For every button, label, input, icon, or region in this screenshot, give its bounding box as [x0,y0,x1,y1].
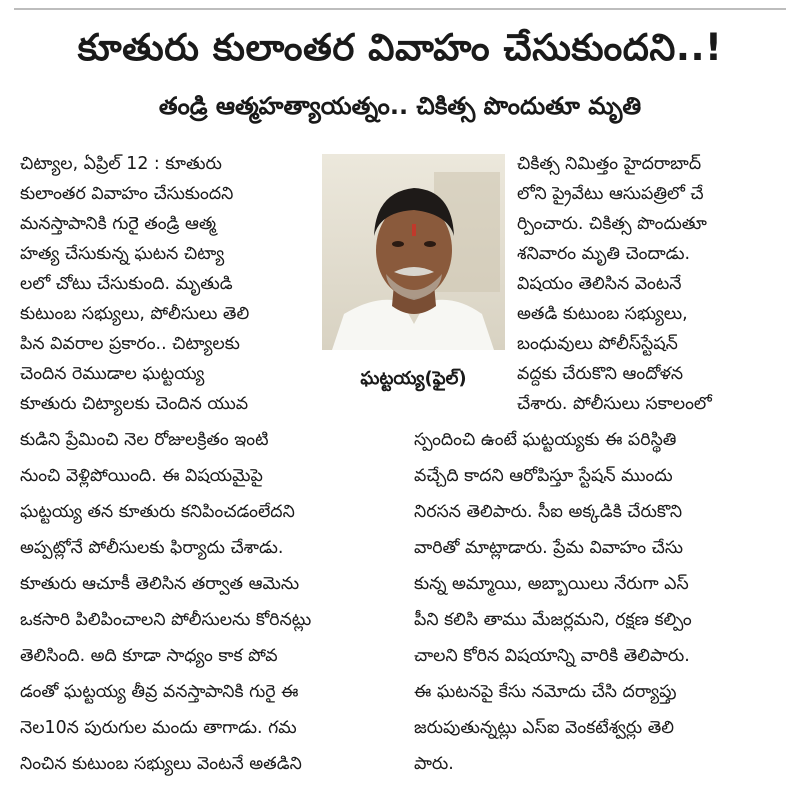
photo-caption: ఘట్టయ్య(ఫైల్) [322,350,505,408]
subheadline: తండ్రి ఆత్మహత్యాయత్నం.. చికిత్స పొందుతూ మృతి [158,92,642,120]
article-line: చేశారు. పోలీసులు సకాలంలో [517,394,712,414]
article-line: మనస్తాపానికి గురైె తండ్రి ఆత్మ [20,214,216,234]
article-line: అప్పట్లోనే పోలీసులకు ఫిర్యాదు చేశాడు. [20,538,284,558]
article-line: చిట్యాల, ఏప్రిల్ 12 : కూతురు [20,154,222,174]
article-line: పీని కలిసి తాము మేజర్లమని, రక్షణ కల్పిం [414,610,692,630]
article-line: ఒకసారి పిలిపించాలని పోలీసులను కోరినట్లు [20,610,312,630]
article-line: వారితో మాట్లాడారు. ప్రేమ వివాహం చేసు [414,538,684,558]
headline: కూతురు కులాంతర వివాహం చేసుకుందని..! [77,26,723,69]
article-line: నెల10న పురుగుల మందు తాగాడు. గమ [20,718,297,738]
article-line: జరుపుతున్నట్లు ఎస్ఐ వెంకటేశ్వర్లు తెలి [414,718,674,738]
article-line: నించిన కుటుంబ సభ్యులు వెంటనే అతడిని [20,754,302,774]
article-line: ర్పించారు. చికిత్స పొందుతూ [517,214,707,234]
article-line: డంతో ఘట్టయ్య తీవ్ర వనస్తాపానికి గురై ఈ [20,682,299,702]
article-line: కుడిని ప్రేమించి నెల రోజులక్రితం ఇంటి [20,430,269,450]
article-line: నుంచి వెళ్లిపోయింది. ఈ విషయమైపై [20,466,263,486]
article-line: కున్న అమ్మాయి, అబ్బాయిలు నేరుగా ఎస్ [414,574,689,594]
article-line: ఘట్టయ్య తన కూతురు కనిపించడంలేదని [20,502,295,522]
article-line: పిన వివరాల ప్రకారం.. చిట్యాలకు [20,334,240,354]
article-line: చికిత్స నిమిత్తం హైదరాబాద్ [517,154,702,174]
article-line: నిరసన తెలిపారు. సీఐ అక్కడికి చేరుకొని [414,502,683,522]
top-rule [14,8,786,10]
article-line: అతడి కుటుంబ సభ్యులు, [517,304,688,324]
article-line: కూతురు చిట్యాలకు చెందిన యువ [20,394,249,414]
article-line: ఈ ఘటనపై కేసు నమోదు చేసి దర్యాప్తు [414,682,677,702]
portrait-photo [322,154,505,350]
article-line: స్పందించి ఉంటే ఘట్టయ్యకు ఈ పరిస్థితి [414,430,677,450]
article-line: బంధువులు పోలీస్‌స్టేషన్ [517,334,678,354]
article-line: వచ్చేది కాదని ఆరోపిస్తూ స్టేషన్ ముందు [414,466,673,486]
photo [322,154,505,350]
article-line: చాలని కోరిన విషయాన్ని వారికి తెలిపారు. [414,646,690,666]
article-line: శనివారం మృతి చెందాడు. [517,244,690,264]
article-line: పారు. [414,754,454,774]
article-line: విషయం తెలిసిన వెంటనే [517,274,682,294]
article-line: కులాంతర వివాహం చేసుకుందని [20,184,234,204]
article-line: తెలిసింది. అది కూడా సాధ్యం కాక పోవ [20,646,278,666]
article-line: కుటుంబ సభ్యులు, పోలీసులు తెలి [20,304,250,324]
article-line: కూతురు ఆచూకీ తెలిసిన తర్వాత ఆమెను [20,574,300,594]
article-line: హత్య చేసుకున్న ఘటన చిట్యా [20,244,225,264]
article-line: లలో చోటు చేసుకుంది. మృతుడి [20,274,233,294]
article-line: లోని ప్రైవేటు ఆసుపత్రిలో చే [517,184,704,204]
article-line: చెందిన రెముడాల ఘట్టయ్య [20,364,205,384]
article-line: వద్దకు చేరుకొని ఆందోళన [517,364,684,384]
